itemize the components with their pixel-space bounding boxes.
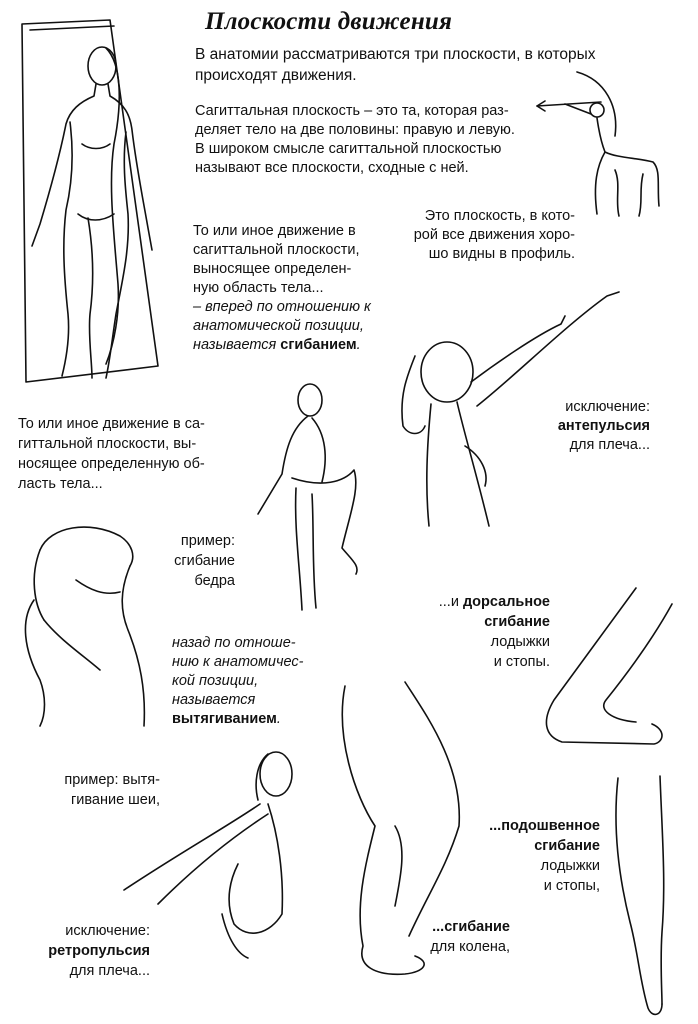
foot-front (616, 778, 662, 1014)
example-neck-line: гивание шеи, (70, 792, 160, 808)
flexion-dot: . (356, 337, 361, 353)
page-title: Плоскости движения (205, 8, 453, 35)
example-hip-line: бедра (194, 573, 235, 589)
left-arm (32, 84, 96, 246)
head (421, 342, 473, 402)
dorsal-term: дорсальное (462, 594, 550, 610)
intro-line: В анатомии рассматриваются три плоскости, в которых (195, 46, 596, 63)
retropulsion-term: ретропульсия (48, 943, 150, 959)
dorsal-ankle-illustration (540, 584, 690, 754)
antepulsion-term: антепульсия (557, 418, 650, 434)
arm (258, 416, 308, 514)
intro-line: происходят движения. (195, 67, 357, 84)
example-hip-line: пример: (180, 533, 235, 549)
extension-line: называется (172, 692, 256, 708)
sagittal-line: В широком смысле сагиттальной плоскостью (195, 141, 502, 157)
bow (577, 72, 616, 136)
extension-line: нию к анатомичес- (172, 654, 304, 670)
plantar-term: ...подошвенное (489, 818, 600, 834)
foot-outline (546, 588, 662, 744)
standing-leg (296, 488, 302, 610)
flexion-prefix: называется (193, 337, 281, 353)
dorsal-line: лодыжки (490, 634, 550, 650)
extension-line: кой позиции, (172, 673, 259, 689)
example-neck-line: пример: вытя- (64, 772, 160, 788)
flexion-term: сгибанием (280, 337, 357, 353)
plantar-flexion (470, 816, 600, 896)
dorsal-term-2: сгибание (484, 614, 550, 630)
sagittal-line: Сагиттальная плоскость – это та, которая раз- (195, 103, 509, 119)
exception-shoulder: для плеча... (569, 437, 650, 453)
hair (256, 754, 268, 800)
arm (124, 804, 260, 890)
flexion-line: То или иное движение в (193, 223, 356, 239)
head (88, 47, 116, 85)
head-outline (40, 527, 133, 566)
flexion-last-line (193, 336, 371, 355)
arms-raised-figure-illustration (385, 286, 635, 536)
leg-back (405, 682, 459, 936)
plantar-term-2: сгибание (534, 838, 600, 854)
raised-arm (477, 292, 619, 406)
centaur-archer-illustration (535, 66, 675, 226)
standing-figure-illustration (10, 14, 180, 394)
sagittal-line: называют все плоскости, сходные с ней. (195, 160, 469, 176)
sagittal-line: деляет тело на две половины: правую и левую. (195, 122, 515, 138)
arm-2 (158, 814, 268, 904)
flexion-line: выносящее определен- (193, 261, 352, 277)
extension-dot: . (276, 711, 281, 727)
flexion-line: сагиттальной плоскости, (193, 242, 360, 258)
dorsal-line: и стопы. (493, 654, 550, 670)
torso (229, 804, 282, 933)
plantar-foot-illustration (600, 772, 680, 1022)
extension-text (172, 634, 303, 729)
foot-back (660, 776, 664, 1004)
flexion-italic-line: анатомической позиции, (193, 318, 364, 334)
exception-label: исключение: (565, 399, 650, 415)
extension-intro-line: То или иное движение в са- (18, 416, 205, 432)
knee-flexion-illustration (335, 676, 475, 986)
neck-extension-illustration (20, 520, 170, 730)
dorsal-prefix: ...и (438, 594, 463, 610)
head (298, 384, 322, 416)
profile-line: шо видны в профиль. (428, 246, 575, 262)
exception-label: исключение: (65, 923, 150, 939)
flexion-text (193, 222, 371, 355)
ponytail (25, 600, 44, 726)
knee-line: для колена, (430, 939, 510, 955)
plantar-line: и стопы, (543, 878, 600, 894)
extension-intro (18, 414, 205, 494)
right-leg (106, 132, 128, 378)
flexion-line: ную область тела... (193, 280, 324, 296)
sagittal-definition (195, 102, 515, 178)
extension-intro-line: гиттальной плоскости, вы- (18, 436, 197, 452)
extension-intro-line: ласть тела... (18, 476, 103, 492)
extension-term: вытягиванием (172, 711, 277, 727)
profile-line: Это плоскость, в кото- (424, 208, 575, 224)
extension-intro-line: носящее определенную об- (18, 456, 205, 472)
profile-line: рой все движения хоро- (413, 227, 575, 243)
exception-shoulder: для плеча... (69, 963, 150, 979)
extension-line: назад по отноше- (172, 635, 296, 651)
knee-term: ...сгибание (432, 919, 510, 935)
dorsal-flexion (420, 592, 550, 672)
arm (471, 316, 565, 382)
left-leg (62, 122, 72, 376)
flexion-italic-line: – вперед по отношению к (193, 299, 371, 315)
throat (122, 566, 144, 726)
hip-flexion-figure-illustration (252, 378, 372, 618)
raised-leg (292, 470, 357, 574)
retropulsion-figure-illustration (118, 744, 318, 964)
example-hip-line: сгибание (174, 553, 235, 569)
plantar-line: лодыжки (540, 858, 600, 874)
head (260, 752, 292, 796)
